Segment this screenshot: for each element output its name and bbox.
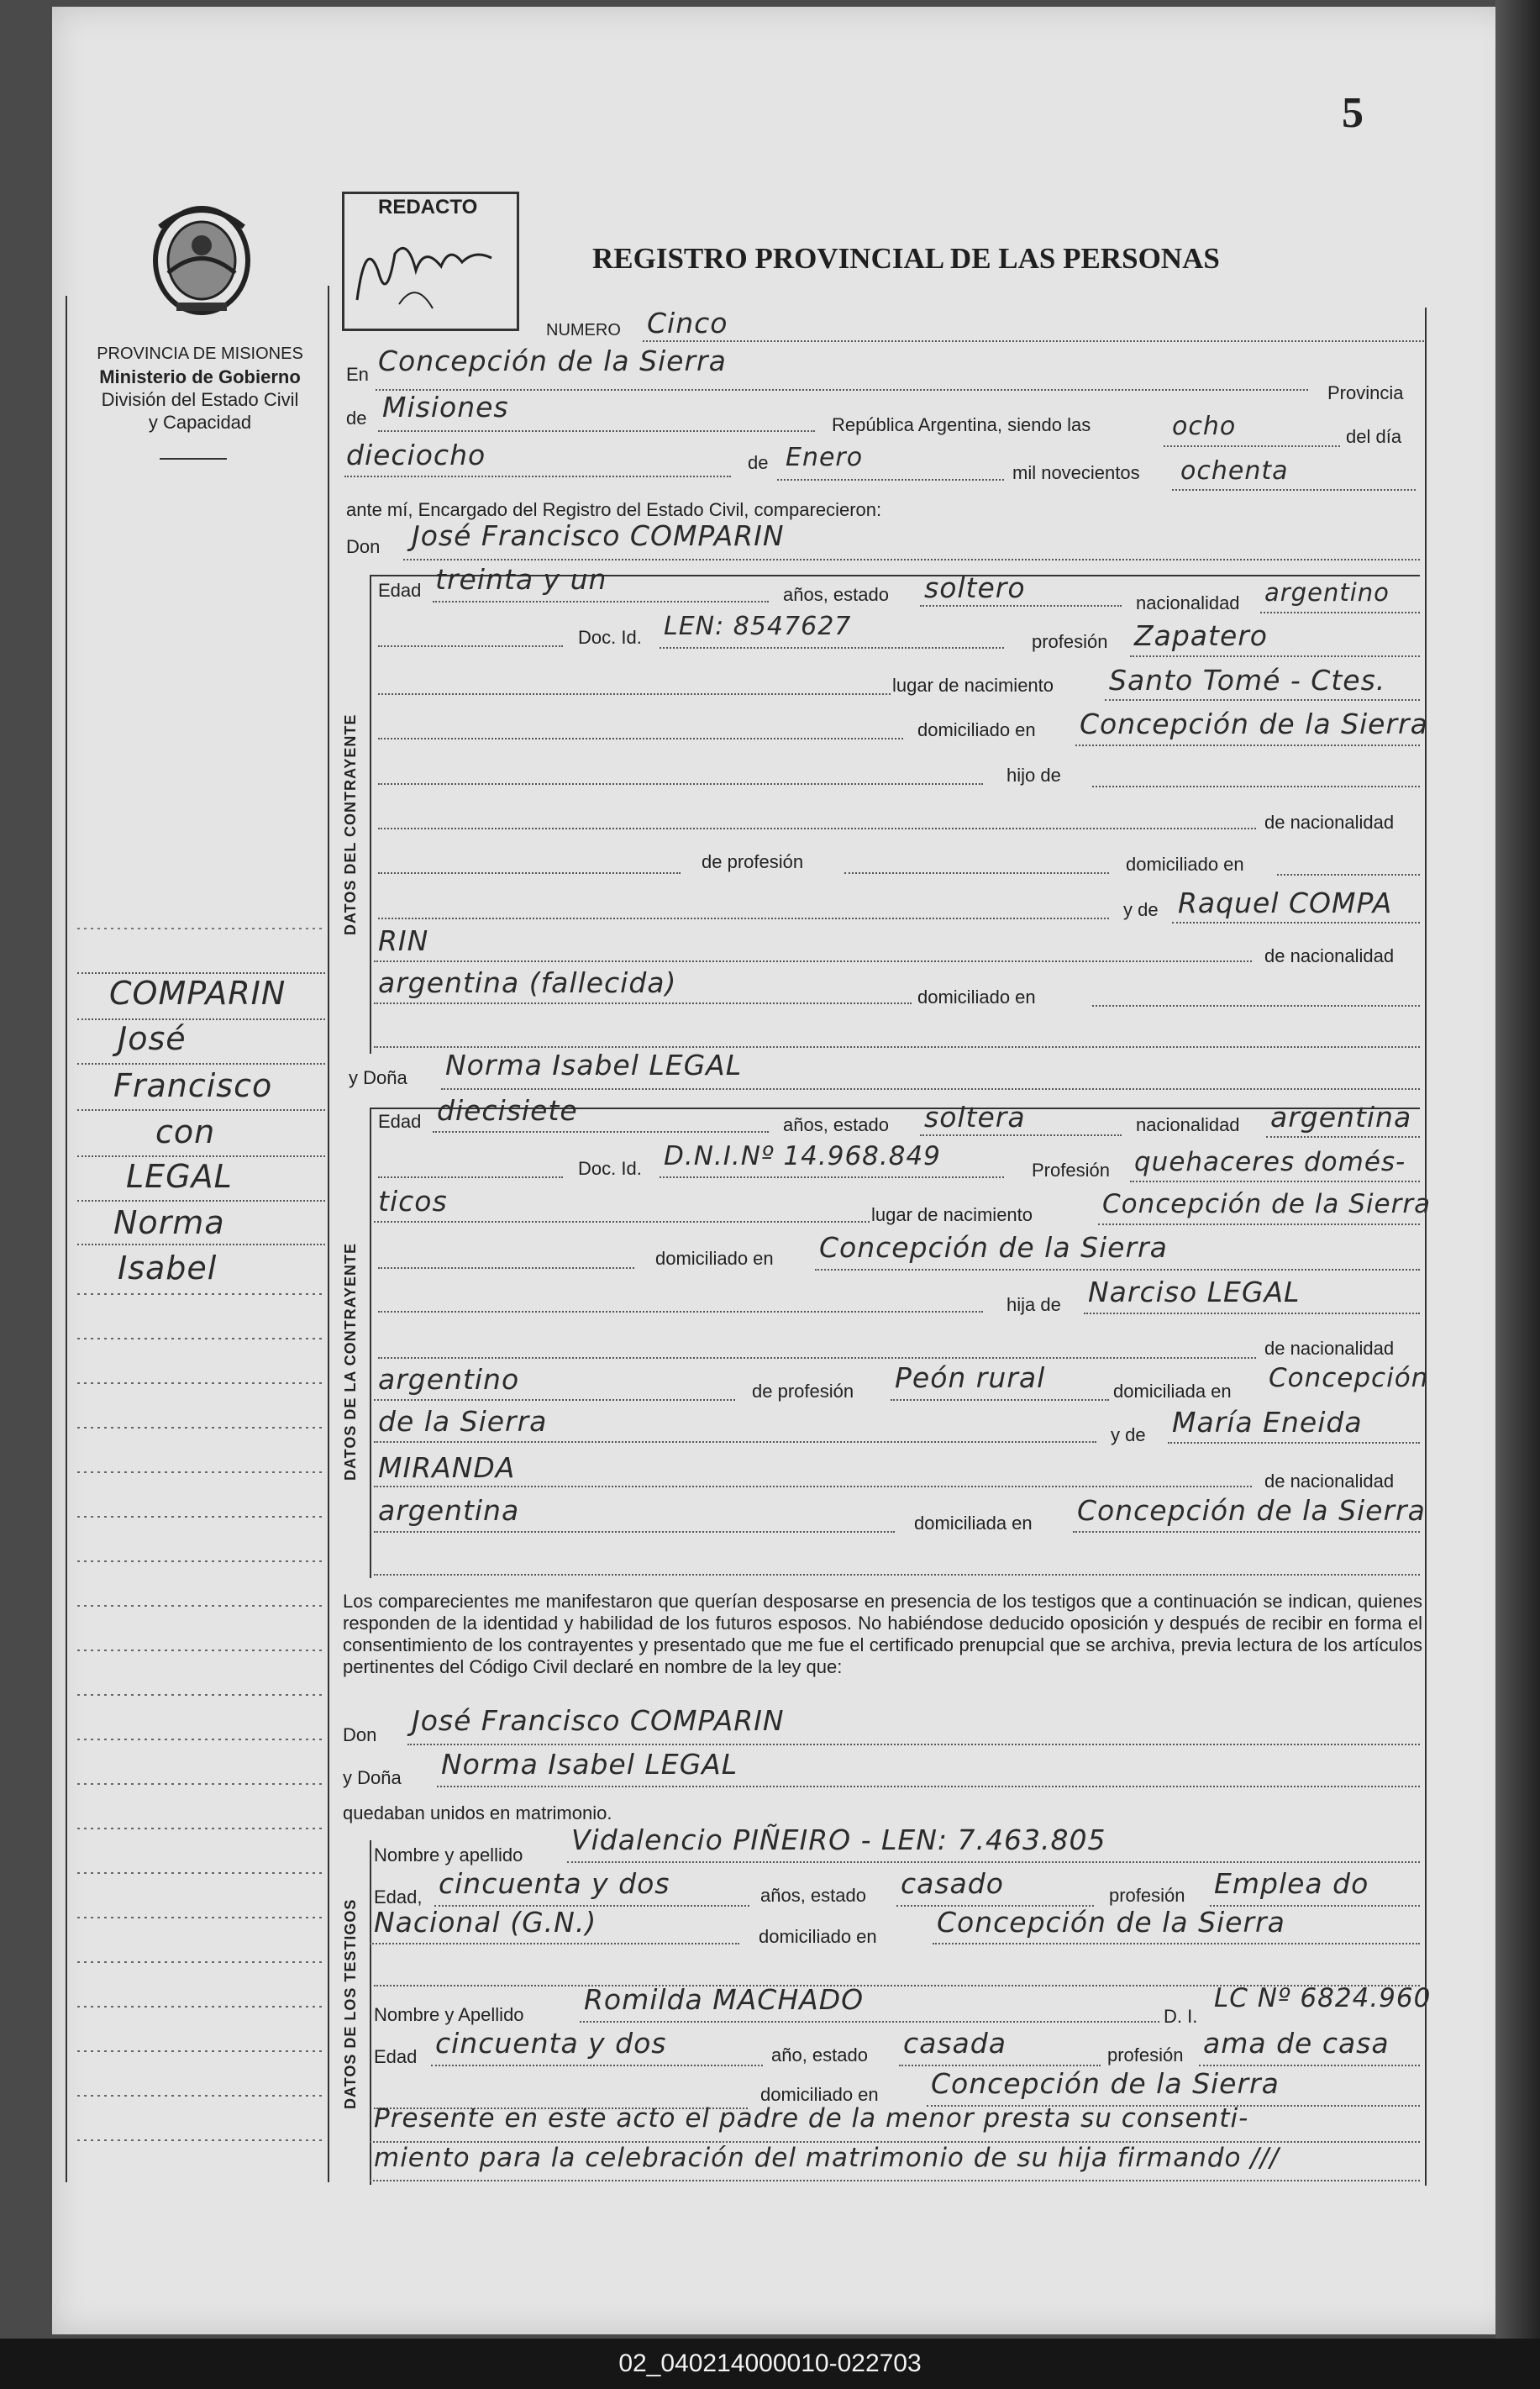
margin-name-0: COMPARIN	[109, 975, 286, 1012]
mil-label: mil novecientos	[1012, 462, 1140, 483]
f-hija-label: hija de	[1007, 1294, 1061, 1315]
c-profesion-label: profesión	[1032, 631, 1108, 652]
c-profesion-line	[1130, 655, 1420, 657]
quedaban-label: quedaban unidos en matrimonio.	[343, 1802, 612, 1823]
margin-line-2	[77, 1063, 325, 1065]
f-madre-nacionalidad-value: argentina	[378, 1494, 520, 1527]
decl-don-value: José Francisco COMPARIN	[412, 1704, 785, 1737]
c-lugar-nac-value: Santo Tomé - Ctes.	[1109, 664, 1386, 697]
right-border-line	[1425, 308, 1427, 2186]
f-padre-profesion-value: Peón rural	[895, 1361, 1046, 1394]
f-y-de-label: y de	[1111, 1424, 1146, 1445]
margin-line-1	[77, 1018, 325, 1020]
c-madre-line-2	[374, 960, 1252, 962]
c-lugar-nac-label: lugar de nacimiento	[892, 675, 1054, 696]
t2-domicilio-value: Concepción de la Sierra	[931, 2067, 1280, 2100]
margin-line-4	[77, 1155, 325, 1157]
margin-name-4: LEGAL	[126, 1158, 233, 1195]
mes-value: Enero	[786, 443, 864, 472]
registrar-signature-icon	[349, 220, 508, 321]
nota-line-1: Presente en este acto el padre de la menor presta su consenti-	[374, 2103, 1249, 2134]
book-spine	[1495, 0, 1540, 2389]
nota-line-2: miento para la celebración del matrimonio de su hija firmando ///	[374, 2143, 1280, 2173]
t1-prof2-line	[370, 1943, 739, 1944]
provincia-label: Provincia	[1327, 382, 1404, 403]
f-padre-nacionalidad-value: argentino	[378, 1363, 520, 1396]
margin-name-5: Norma	[113, 1204, 225, 1241]
document-id: 02_040214000010-022703	[618, 2350, 922, 2377]
f-domiciliada-label: domiciliada en	[1113, 1381, 1232, 1402]
f-madre2-line	[374, 1486, 1252, 1487]
margin-line-6	[77, 1244, 325, 1245]
f-edad-line	[433, 1131, 769, 1133]
c-lugar-pre-line	[378, 693, 891, 695]
f-padre-value: Narciso LEGAL	[1088, 1276, 1301, 1308]
f-hija-pre-line	[378, 1311, 983, 1313]
don-value: José Francisco COMPARIN	[412, 519, 785, 552]
f-nac-pre-line	[378, 1357, 1256, 1359]
org-capacity: y Capacidad	[148, 412, 252, 433]
f-madre-line	[1168, 1442, 1420, 1444]
t1-domicilio-value: Concepción de la Sierra	[937, 1906, 1285, 1939]
c-domiciliado-en-label: domiciliado en	[1126, 854, 1244, 875]
margin-line-3	[77, 1109, 325, 1111]
margin-line-0	[77, 972, 325, 974]
margin-name-3: con	[155, 1113, 216, 1150]
f-lugar-nac-label: lugar de nacimiento	[871, 1204, 1033, 1225]
c-madre-nacionalidad-value: argentina (fallecida)	[378, 966, 677, 999]
don-label: Don	[346, 536, 381, 557]
f-padre-line	[1084, 1313, 1420, 1314]
t2-anios-label: año, estado	[771, 2044, 868, 2065]
f-profesion-line	[1130, 1181, 1420, 1182]
document-title: REGISTRO PROVINCIAL DE LAS PERSONAS	[592, 242, 1220, 275]
c-madre-value-2: RIN	[378, 924, 429, 957]
margin-column-line	[328, 286, 329, 2182]
c-edad-label: Edad	[378, 580, 422, 601]
c-doc-label: Doc. Id.	[578, 627, 642, 648]
f-domicilio-value: Concepción de la Sierra	[819, 1231, 1168, 1264]
f-padre-domicilio-value-1: Concepción	[1269, 1363, 1429, 1393]
t1-profesion-value-1: Emplea do	[1214, 1867, 1369, 1900]
margin-line-5	[77, 1200, 325, 1202]
t1-anios-label: años, estado	[760, 1885, 866, 1906]
f-doc-pre-line	[378, 1176, 563, 1178]
t2-nombre-label: Nombre y Apellido	[374, 2004, 524, 2025]
margin-name-6: Isabel	[118, 1250, 218, 1287]
t1-domiciliado-label: domiciliado en	[759, 1926, 877, 1947]
t2-profesion-value: ama de casa	[1203, 2027, 1390, 2060]
t1-nombre-line	[567, 1861, 1420, 1863]
c-madre-nac-line	[374, 1002, 912, 1004]
f-prof2-line	[374, 1221, 870, 1223]
del-dia-label: del día	[1346, 426, 1402, 447]
left-margin-line	[66, 296, 67, 2182]
numero-label: NUMERO	[546, 321, 621, 339]
f-de-nacionalidad-label: de nacionalidad	[1264, 1338, 1395, 1359]
declaracion-paragraph: Los comparecientes me manifestaron que querían desposarse en presencia de los testigos que a continuación se indican, quienes responden de la identidad y habilidad de los futuros esposos. No habiéndose deducido oposición y después de recibir en forma el consentimiento de los contrayentes y presentado que me fue el certificado prenupcial que se archiva, previa lectura de los artículos pertinentes del Código Civil declaré en nombre de la ley que:	[343, 1591, 1422, 1677]
c-nac-pre-line	[378, 828, 1256, 829]
f-padre-dom2-line	[374, 1441, 1096, 1443]
t2-profesion-label: profesión	[1107, 2044, 1184, 2065]
issuing-organization	[74, 343, 326, 434]
c-lugar-nac-line	[1105, 699, 1420, 701]
numero-line	[643, 340, 1424, 342]
provincial-seal-icon	[143, 193, 260, 319]
c-nacionalidad-value: argentino	[1264, 578, 1390, 607]
f-estado-line	[920, 1134, 1122, 1136]
org-ministry: Ministerio de Gobierno	[99, 366, 301, 387]
c-doc-pre-line	[378, 645, 563, 647]
c-de-nacionalidad-label: de nacionalidad	[1264, 812, 1395, 833]
c-de-profesion-label: de profesión	[702, 851, 804, 872]
f-padre-nac-line	[374, 1399, 735, 1401]
decl-dona-line	[437, 1786, 1420, 1787]
c-nacionalidad-label: nacionalidad	[1136, 592, 1240, 613]
decl-dona-label: y Doña	[343, 1767, 402, 1788]
c-dom-pre-line	[378, 738, 903, 739]
dona-label: y Doña	[349, 1067, 407, 1088]
t1-nombre-value: Vidalencio PIÑEIRO - LEN: 7.463.805	[571, 1823, 1106, 1856]
c-domiciliado-label: domiciliado en	[917, 719, 1036, 740]
f-profesion-value-1: quehaceres domés-	[1134, 1147, 1406, 1177]
lugar-line	[376, 389, 1308, 391]
c-de-nacionalidad-label-2: de nacionalidad	[1264, 945, 1395, 966]
c-profesion-value: Zapatero	[1134, 619, 1268, 652]
dona-line	[441, 1088, 1420, 1090]
c-hijo-label: hijo de	[1007, 765, 1061, 786]
c-dom2-line	[1277, 874, 1420, 876]
f-doc-value: D.N.I.Nº 14.968.849	[664, 1141, 941, 1171]
republica-label: República Argentina, siendo las	[832, 414, 1091, 435]
c-estado-line	[920, 605, 1122, 607]
f-edad-label: Edad	[378, 1111, 422, 1132]
f-padre-prof-line	[891, 1399, 1109, 1401]
c-end-line	[374, 1046, 1420, 1048]
c-domiciliado-en-label-2: domiciliado en	[917, 987, 1036, 1008]
c-hijo-line	[1092, 786, 1420, 787]
c-doc-line	[660, 647, 1004, 649]
anio-line	[1172, 489, 1416, 491]
f-domiciliada-label-2: domiciliada en	[914, 1513, 1033, 1534]
contrayenta-section-line	[370, 1108, 371, 1578]
hora-value: ocho	[1172, 412, 1237, 441]
t1-domicilio-line	[933, 1943, 1420, 1944]
f-de-nacionalidad-label-2: de nacionalidad	[1264, 1471, 1395, 1492]
nota-line-2-rule	[370, 2180, 1420, 2181]
f-dom-pre-line	[378, 1267, 634, 1269]
c-doc-value: LEN: 8547627	[664, 612, 852, 641]
t2-estado-value: casada	[903, 2027, 1007, 2060]
t1-nombre-label: Nombre y apellido	[374, 1844, 523, 1865]
c-y-de-label: y de	[1123, 899, 1159, 920]
c-edad-line	[433, 601, 769, 603]
f-doc-line	[660, 1176, 1004, 1178]
f-de-profesion-label: de profesión	[752, 1381, 854, 1402]
de-mes-label: de	[748, 452, 769, 473]
f-lugar-nac-line	[1098, 1223, 1420, 1225]
c-madre-line	[1172, 922, 1420, 924]
en-label: En	[346, 364, 369, 385]
t1-edad-label: Edad,	[374, 1886, 423, 1908]
ante-label: ante mí, Encargado del Registro del Estado Civil, comparecieron:	[346, 499, 882, 520]
t2-edad-line	[431, 2065, 763, 2066]
contrayente-section-line	[370, 575, 371, 1054]
page-number: 5	[1342, 89, 1364, 137]
t2-nombre-value: Romilda MACHADO	[584, 1983, 865, 2016]
testigos-section-label: DATOS DE LOS TESTIGOS	[342, 1898, 359, 2109]
t2-profesion-line	[1199, 2065, 1420, 2066]
f-nacionalidad-label: nacionalidad	[1136, 1114, 1240, 1135]
f-edad-value: diecisiete	[437, 1094, 578, 1127]
dona-value: Norma Isabel LEGAL	[445, 1049, 743, 1081]
f-nacionalidad-value: argentina	[1270, 1101, 1412, 1134]
t2-domiciliado-label: domiciliado en	[760, 2084, 879, 2105]
f-madre-value-1: María Eneida	[1172, 1406, 1363, 1439]
org-division: División del Estado Civil	[101, 389, 299, 410]
mes-line	[777, 479, 1004, 481]
t2-nombre-line	[580, 2021, 1159, 2023]
c-prof-pre-line	[378, 872, 681, 874]
t1-profesion-value-2: Nacional (G.N.)	[374, 1906, 597, 1939]
f-madre-domicilio-value: Concepción de la Sierra	[1077, 1494, 1426, 1527]
f-doc-label: Doc. Id.	[578, 1158, 642, 1179]
org-province: PROVINCIA DE MISIONES	[97, 345, 303, 363]
c-madre-dom-line	[1092, 1005, 1420, 1007]
provincia-line	[378, 430, 815, 432]
c-domicilio-value: Concepción de la Sierra	[1080, 708, 1428, 740]
hora-line	[1164, 445, 1340, 447]
redacto-label: REDACTO	[378, 196, 478, 218]
t2-estado-line	[899, 2065, 1101, 2066]
f-domiciliado-label: domiciliado en	[655, 1248, 774, 1269]
anio-value: ochenta	[1180, 456, 1289, 486]
margin-name-2: Francisco	[113, 1067, 273, 1104]
t2-edad-value: cincuenta y dos	[435, 2027, 667, 2060]
f-estado-value: soltera	[924, 1101, 1026, 1134]
f-anios-label: años, estado	[783, 1114, 889, 1135]
c-hijo-pre-line	[378, 783, 983, 785]
t2-doc-label: D. I.	[1164, 2006, 1198, 2027]
margin-dotted-lines-top	[77, 445, 326, 966]
f-profesion-value-2: ticos	[378, 1185, 448, 1218]
numero-value: Cinco	[647, 307, 728, 339]
c-nacionalidad-line	[1260, 612, 1420, 613]
f-lugar-nac-value: Concepción de la Sierra	[1102, 1189, 1432, 1219]
f-madre-nac-line	[374, 1531, 895, 1533]
c-yde-pre-line	[378, 918, 1109, 919]
f-nacionalidad-line	[1266, 1136, 1420, 1138]
testigos-section-line	[370, 1840, 371, 2185]
contrayenta-section-label: DATOS DE LA CONTRAYENTE	[342, 1242, 359, 1481]
c-anios-label: años, estado	[783, 584, 889, 605]
margin-dotted-lines	[77, 1286, 326, 2185]
t1-estado-value: casado	[901, 1867, 1004, 1900]
c-domicilio-line	[1075, 745, 1420, 746]
provincia-value: Misiones	[382, 391, 509, 424]
dia-line	[344, 476, 731, 477]
don-line	[403, 559, 1420, 560]
c-estado-value: soltero	[924, 571, 1026, 604]
dia-value: dieciocho	[346, 439, 486, 471]
lugar-value: Concepción de la Sierra	[378, 345, 727, 377]
decl-dona-value: Norma Isabel LEGAL	[441, 1748, 738, 1781]
contrayente-section-label: DATOS DEL CONTRAYENTE	[342, 713, 359, 935]
f-padre-domicilio-value-2: de la Sierra	[378, 1405, 548, 1438]
t2-edad-label: Edad	[374, 2046, 418, 2067]
f-madre-value-2: MIRANDA	[378, 1451, 516, 1484]
f-domicilio-line	[815, 1269, 1420, 1271]
de-label: de	[346, 408, 367, 429]
t1-profesion-label: profesión	[1109, 1885, 1185, 1906]
c-madre-value-1: Raquel COMPA	[1178, 887, 1393, 919]
decl-don-line	[407, 1744, 1420, 1745]
c-prof-line	[844, 872, 1109, 874]
decl-don-label: Don	[343, 1724, 377, 1745]
f-end-line	[374, 1574, 1420, 1576]
margin-name-1: José	[118, 1020, 187, 1057]
f-profesion-label: Profesión	[1032, 1160, 1110, 1181]
f-madre-dom-line	[1073, 1531, 1420, 1533]
t1-edad-value: cincuenta y dos	[439, 1867, 670, 1900]
c-edad-value: treinta y un	[435, 563, 607, 596]
t2-doc-value: LC Nº 6824.960	[1214, 1983, 1432, 2013]
